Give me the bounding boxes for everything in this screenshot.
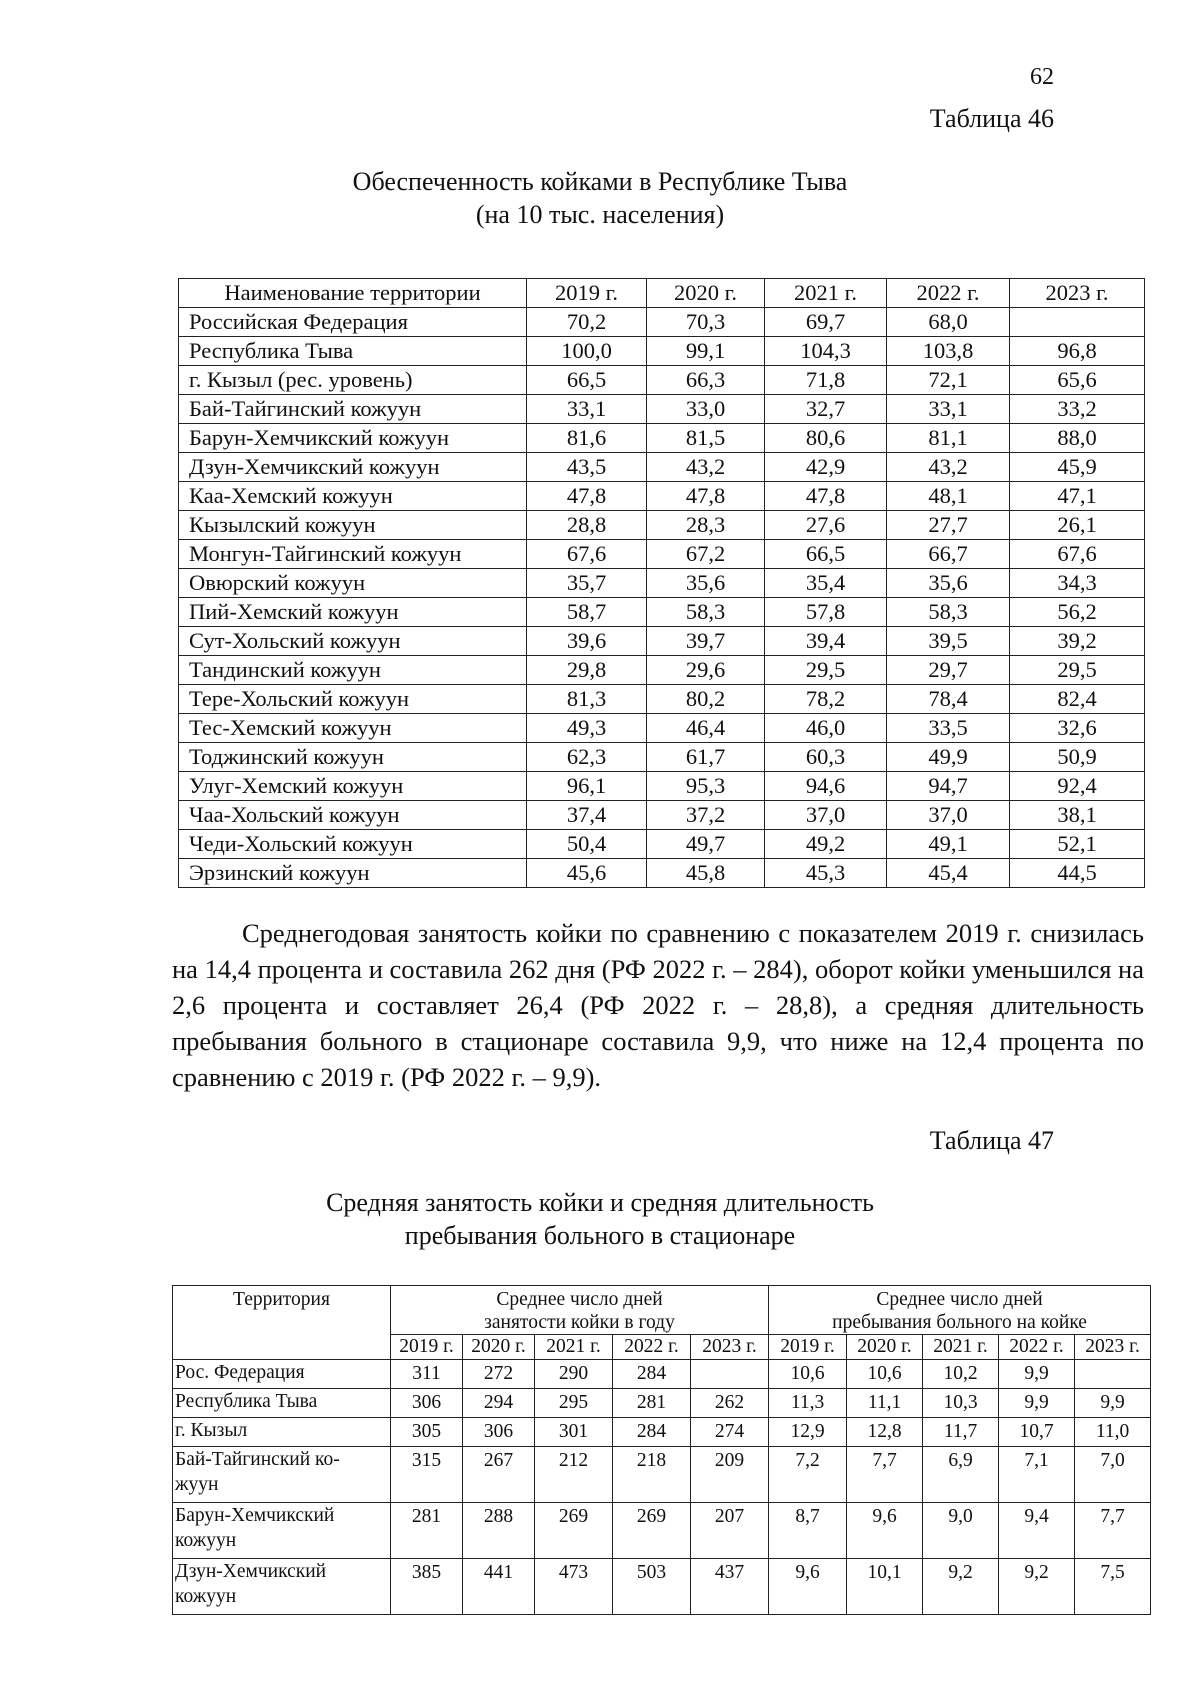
table-row [179,598,1145,627]
bed-supply-value: 96,8 [1010,337,1145,366]
occupancy-days-value: 284 [613,1360,691,1389]
bed-supply-value: 27,6 [765,511,887,540]
bed-supply-value: 71,8 [765,366,887,395]
bed-supply-value: 60,3 [765,743,887,772]
territory-name: Тандинский кожуун [179,656,527,685]
stay-length-value: 12,9 [769,1418,847,1447]
bed-supply-value: 92,4 [1010,772,1145,801]
bed-supply-value: 68,0 [887,308,1010,337]
occupancy-days-value: 306 [391,1389,463,1418]
bed-supply-value: 66,7 [887,540,1010,569]
bed-supply-value: 99,1 [647,337,765,366]
table-row [179,395,1145,424]
territory-name-line1: Бай-Тайгинский ко- [175,1449,340,1470]
stay-length-value: 12,8 [847,1418,923,1447]
table-row [179,337,1145,366]
table-row [179,685,1145,714]
occupancy-days-value: 212 [535,1447,613,1503]
bed-supply-value: 81,1 [887,424,1010,453]
occupancy-days-value: 437 [691,1559,769,1615]
table-row [173,1418,1151,1447]
territory-name [173,1389,391,1418]
bed-supply-value: 58,3 [887,598,1010,627]
bed-supply-value: 33,1 [887,395,1010,424]
stay-length-value: 9,9 [999,1360,1075,1389]
header-year-2022: 2022 г. [887,279,1010,308]
table-47 [172,1285,1151,1615]
territory-name [173,1418,391,1447]
occupancy-days-value: 315 [391,1447,463,1503]
table-row [179,540,1145,569]
bed-supply-value: 70,2 [527,308,647,337]
territory-name: Тере-Хольский кожуун [179,685,527,714]
stay-length-value: 11,0 [1075,1418,1151,1447]
stay-length-value: 9,2 [923,1559,999,1615]
bed-supply-value: 49,1 [887,830,1010,859]
table-row [179,859,1145,888]
header-year-2021: 2021 г. [765,279,887,308]
occupancy-days-value: 281 [391,1503,463,1559]
bed-supply-value: 78,2 [765,685,887,714]
year-header: 2023 г. [1075,1335,1151,1360]
stay-length-value: 7,0 [1075,1447,1151,1503]
bed-supply-value: 94,6 [765,772,887,801]
bed-supply-value: 39,2 [1010,627,1145,656]
bed-supply-value: 70,3 [647,308,765,337]
table-46 [178,278,1145,888]
table-47-group-header-row [173,1286,1151,1335]
occupancy-days-value: 262 [691,1389,769,1418]
bed-supply-value: 78,4 [887,685,1010,714]
table-row [179,714,1145,743]
bed-supply-value: 48,1 [887,482,1010,511]
occupancy-days-value: 284 [613,1418,691,1447]
bed-supply-value: 35,6 [647,569,765,598]
bed-supply-value: 35,4 [765,569,887,598]
territory-name-line2: кожуун [175,1530,237,1551]
occupancy-days-value: 294 [463,1389,535,1418]
header-territory: Территория [173,1286,391,1360]
occupancy-days-value: 290 [535,1360,613,1389]
bed-supply-value: 29,5 [1010,656,1145,685]
territory-name-line1: Рос. Федерация [175,1362,305,1383]
table-47-body [173,1360,1151,1615]
territory-name: Дзун-Хемчикский кожуун [179,453,527,482]
bed-supply-value: 80,6 [765,424,887,453]
bed-supply-value: 32,7 [765,395,887,424]
page-number: 62 [1030,64,1054,90]
territory-name: Чаа-Хольский кожуун [179,801,527,830]
table-row [179,801,1145,830]
stay-length-value: 6,9 [923,1447,999,1503]
bed-supply-value: 45,4 [887,859,1010,888]
table-row [179,482,1145,511]
table-46-header-row [179,279,1145,308]
territory-name-line2: жуун [175,1474,219,1495]
year-header: 2022 г. [613,1335,691,1360]
occupancy-days-value: 305 [391,1418,463,1447]
territory-name-line2: кожуун [175,1586,237,1607]
year-header: 2019 г. [769,1335,847,1360]
occupancy-days-value: 295 [535,1389,613,1418]
bed-supply-value: 62,3 [527,743,647,772]
territory-name: Сут-Хольский кожуун [179,627,527,656]
bed-supply-value: 39,4 [765,627,887,656]
bed-supply-value: 58,7 [527,598,647,627]
territory-name: Кызылский кожуун [179,511,527,540]
territory-name: Эрзинский кожуун [179,859,527,888]
bed-supply-value: 42,9 [765,453,887,482]
table-46-title-line2: (на 10 тыс. населения) [475,200,725,229]
territory-name [173,1447,391,1503]
bed-supply-value: 56,2 [1010,598,1145,627]
header-bed-occupancy-days [391,1286,769,1335]
bed-supply-value: 45,6 [527,859,647,888]
table-46-caption: Таблица 46 [929,104,1054,133]
bed-supply-value: 47,8 [527,482,647,511]
territory-name: Барун-Хемчикский кожуун [179,424,527,453]
table-row [179,424,1145,453]
occupancy-days-value: 301 [535,1418,613,1447]
bed-supply-value: 94,7 [887,772,1010,801]
bed-supply-value: 47,8 [765,482,887,511]
table-47-title-line2: пребывания больного в стационаре [404,1221,796,1250]
stay-length-value: 9,0 [923,1503,999,1559]
bed-supply-value: 29,6 [647,656,765,685]
bed-supply-value: 67,6 [1010,540,1145,569]
occupancy-days-value: 311 [391,1360,463,1389]
year-header: 2021 г. [535,1335,613,1360]
occupancy-days-value: 288 [463,1503,535,1559]
bed-supply-value: 104,3 [765,337,887,366]
table-46-title-line1: Обеспеченность койками в Республике Тыва [352,167,848,196]
table-47-caption: Таблица 47 [929,1126,1054,1155]
table-row [173,1360,1151,1389]
territory-name: Каа-Хемский кожуун [179,482,527,511]
bed-supply-value: 67,6 [527,540,647,569]
bed-supply-value: 34,3 [1010,569,1145,598]
bed-supply-value: 65,6 [1010,366,1145,395]
stay-length-value: 7,1 [999,1447,1075,1503]
bed-supply-value: 49,3 [527,714,647,743]
territory-name [173,1360,391,1389]
stay-length-value: 11,1 [847,1389,923,1418]
territory-name-line1: Дзун-Хемчикский [175,1561,327,1582]
bed-supply-value: 37,2 [647,801,765,830]
occupancy-days-value: 503 [613,1559,691,1615]
bed-supply-value: 58,3 [647,598,765,627]
bed-supply-value: 33,1 [527,395,647,424]
bed-supply-value: 28,8 [527,511,647,540]
stay-length-value: 11,3 [769,1389,847,1418]
territory-name-line1: Республика Тыва [175,1391,318,1412]
stay-length-value: 9,6 [847,1503,923,1559]
year-header: 2022 г. [999,1335,1075,1360]
table-row [179,511,1145,540]
table-row [179,366,1145,395]
year-header: 2020 г. [847,1335,923,1360]
bed-supply-value: 49,7 [647,830,765,859]
table-47-title [0,1186,1200,1252]
bed-supply-value [1010,308,1145,337]
occupancy-days-value: 269 [535,1503,613,1559]
table-row [173,1447,1151,1503]
stay-length-value [1075,1360,1151,1389]
bed-supply-value: 100,0 [527,337,647,366]
bed-supply-value: 82,4 [1010,685,1145,714]
header-bed-occupancy-line2: занятости койки в году [484,1312,675,1333]
bed-supply-value: 69,7 [765,308,887,337]
bed-supply-value: 81,5 [647,424,765,453]
stay-length-value: 9,6 [769,1559,847,1615]
bed-supply-value: 45,3 [765,859,887,888]
bed-supply-value: 47,8 [647,482,765,511]
bed-supply-value: 49,2 [765,830,887,859]
bed-supply-value: 39,7 [647,627,765,656]
bed-supply-value: 72,1 [887,366,1010,395]
table-row [179,656,1145,685]
stay-length-value: 7,7 [1075,1503,1151,1559]
table-row [179,453,1145,482]
table-46-body [179,308,1145,888]
bed-supply-value: 88,0 [1010,424,1145,453]
bed-supply-value: 28,3 [647,511,765,540]
occupancy-days-value: 274 [691,1418,769,1447]
table-row [173,1503,1151,1559]
header-bed-occupancy-line1: Среднее число дней [496,1289,663,1310]
bed-supply-value: 26,1 [1010,511,1145,540]
header-stay-length-line1: Среднее число дней [876,1289,1043,1310]
bed-supply-value: 47,1 [1010,482,1145,511]
occupancy-days-value [691,1360,769,1389]
bed-supply-value: 57,8 [765,598,887,627]
bed-supply-value: 38,1 [1010,801,1145,830]
table-row [173,1559,1151,1615]
bed-supply-value: 81,6 [527,424,647,453]
territory-name: Тоджинский кожуун [179,743,527,772]
bed-supply-value: 66,5 [765,540,887,569]
bed-supply-value: 39,6 [527,627,647,656]
stay-length-value: 7,2 [769,1447,847,1503]
stay-length-value: 10,3 [923,1389,999,1418]
territory-name: г. Кызыл (рес. уровень) [179,366,527,395]
territory-name-line1: Барун-Хемчикский [175,1505,335,1526]
bed-supply-value: 66,3 [647,366,765,395]
header-stay-length-line2: пребывания больного на койке [832,1312,1087,1333]
bed-supply-value: 46,4 [647,714,765,743]
bed-supply-value: 29,5 [765,656,887,685]
header-year-2023: 2023 г. [1010,279,1145,308]
table-row [179,772,1145,801]
territory-name-line1: г. Кызыл [175,1420,248,1441]
bed-supply-value: 43,5 [527,453,647,482]
bed-supply-value: 80,2 [647,685,765,714]
stay-length-value: 10,6 [769,1360,847,1389]
bed-supply-value: 37,4 [527,801,647,830]
bed-supply-value: 81,3 [527,685,647,714]
stay-length-value: 10,6 [847,1360,923,1389]
territory-name: Чеди-Хольский кожуун [179,830,527,859]
stay-length-value: 10,2 [923,1360,999,1389]
bed-supply-value: 95,3 [647,772,765,801]
bed-supply-value: 44,5 [1010,859,1145,888]
bed-supply-value: 46,0 [765,714,887,743]
bed-supply-value: 33,5 [887,714,1010,743]
bed-supply-value: 66,5 [527,366,647,395]
stay-length-value: 10,7 [999,1418,1075,1447]
table-row [179,743,1145,772]
table-row [179,308,1145,337]
bed-supply-value: 45,8 [647,859,765,888]
header-territory-name: Наименование территории [179,279,527,308]
bed-supply-value: 27,7 [887,511,1010,540]
header-year-2020: 2020 г. [647,279,765,308]
table-47-title-line1: Средняя занятость койки и средняя длительность [326,1188,874,1217]
territory-name: Пий-Хемский кожуун [179,598,527,627]
stay-length-value: 8,7 [769,1503,847,1559]
table-row [173,1389,1151,1418]
bed-supply-value: 32,6 [1010,714,1145,743]
stay-length-value: 9,9 [1075,1389,1151,1418]
year-header: 2021 г. [923,1335,999,1360]
bed-supply-value: 29,7 [887,656,1010,685]
bed-supply-value: 37,0 [765,801,887,830]
bed-supply-value: 29,8 [527,656,647,685]
territory-name [173,1559,391,1615]
bed-supply-value: 33,2 [1010,395,1145,424]
header-stay-length-days [769,1286,1151,1335]
occupancy-days-value: 441 [463,1559,535,1615]
occupancy-days-value: 281 [613,1389,691,1418]
territory-name: Бай-Тайгинский кожуун [179,395,527,424]
territory-name: Республика Тыва [179,337,527,366]
bed-supply-value: 52,1 [1010,830,1145,859]
bed-supply-value: 96,1 [527,772,647,801]
occupancy-days-value: 473 [535,1559,613,1615]
bed-supply-value: 50,4 [527,830,647,859]
year-header: 2020 г. [463,1335,535,1360]
table-46-title [0,165,1200,231]
territory-name [173,1503,391,1559]
stay-length-value: 10,1 [847,1559,923,1615]
stay-length-value: 9,9 [999,1389,1075,1418]
stay-length-value: 9,4 [999,1503,1075,1559]
occupancy-days-value: 218 [613,1447,691,1503]
body-paragraph: Среднегодовая занятость койки по сравнению с показателем 2019 г. снизилась на 14,4 процента и составила 262 дня (РФ 2022 г. – 284), оборот койки уменьшился на 2,6 процента и составляет 26,4 (РФ 2022 г. – 28,8), а средняя длительность пребывания больного в стационаре составила 9,9, что ниже на 12,4 процента по сравнению с 2019 г. (РФ 2022 г. – 9,9). [172,918,1144,1092]
occupancy-days-value: 209 [691,1447,769,1503]
occupancy-days-value: 306 [463,1418,535,1447]
stay-length-value: 7,7 [847,1447,923,1503]
year-header: 2019 г. [391,1335,463,1360]
bed-supply-value: 43,2 [647,453,765,482]
territory-name: Российская Федерация [179,308,527,337]
occupancy-days-value: 267 [463,1447,535,1503]
stay-length-value: 7,5 [1075,1559,1151,1615]
bed-supply-value: 33,0 [647,395,765,424]
occupancy-days-value: 269 [613,1503,691,1559]
bed-supply-value: 39,5 [887,627,1010,656]
year-header: 2023 г. [691,1335,769,1360]
header-year-2019: 2019 г. [527,279,647,308]
territory-name: Улуг-Хемский кожуун [179,772,527,801]
bed-supply-value: 35,6 [887,569,1010,598]
occupancy-days-value: 385 [391,1559,463,1615]
table-row [179,830,1145,859]
stay-length-value: 11,7 [923,1418,999,1447]
bed-supply-value: 49,9 [887,743,1010,772]
bed-supply-value: 61,7 [647,743,765,772]
territory-name: Овюрский кожуун [179,569,527,598]
bed-supply-value: 103,8 [887,337,1010,366]
bed-supply-value: 37,0 [887,801,1010,830]
bed-supply-value: 43,2 [887,453,1010,482]
bed-supply-value: 35,7 [527,569,647,598]
table-row [179,569,1145,598]
bed-supply-value: 45,9 [1010,453,1145,482]
stay-length-value: 9,2 [999,1559,1075,1615]
bed-supply-value: 67,2 [647,540,765,569]
territory-name: Монгун-Тайгинский кожуун [179,540,527,569]
table-row [179,627,1145,656]
territory-name: Тес-Хемский кожуун [179,714,527,743]
occupancy-days-value: 207 [691,1503,769,1559]
bed-supply-value: 50,9 [1010,743,1145,772]
occupancy-days-value: 272 [463,1360,535,1389]
